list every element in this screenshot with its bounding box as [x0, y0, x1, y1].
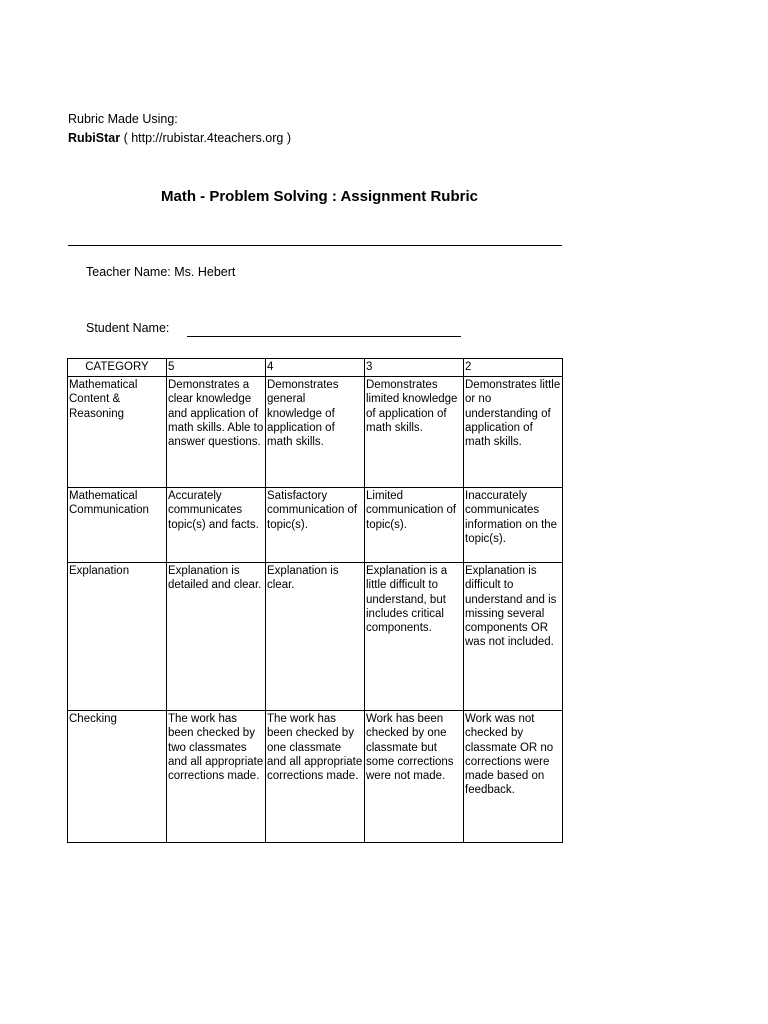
- table-cell: Demonstrates little or no understanding of application of math skills.: [464, 377, 563, 488]
- table-cell: Inaccurately communicates information on the topic(s).: [464, 488, 563, 563]
- column-header-category: CATEGORY: [68, 359, 167, 377]
- teacher-name: Teacher Name: Ms. Hebert: [86, 265, 236, 279]
- table-cell: Explanation is clear.: [266, 563, 365, 711]
- column-header-score-4: 4: [266, 359, 365, 377]
- table-cell: Explanation is a little difficult to understand, but includes critical components.: [365, 563, 464, 711]
- table-cell: Satisfactory communication of topic(s).: [266, 488, 365, 563]
- table-cell: Demonstrates general knowledge of application of math skills.: [266, 377, 365, 488]
- table-cell: Limited communication of topic(s).: [365, 488, 464, 563]
- table-cell: Demonstrates limited knowledge of application of math skills.: [365, 377, 464, 488]
- table-cell: Demonstrates a clear knowledge and application of math skills. Able to answer questions.: [167, 377, 266, 488]
- category-cell: Explanation: [68, 563, 167, 711]
- category-cell: Mathematical Communication: [68, 488, 167, 563]
- table-row: [68, 377, 563, 488]
- column-header-score-2: 2: [464, 359, 563, 377]
- table-cell: Work has been checked by one classmate but some corrections were not made.: [365, 711, 464, 843]
- rubric-header-row: [68, 359, 563, 377]
- student-name-label: Student Name:: [86, 321, 170, 335]
- table-cell: Accurately communicates topic(s) and facts.: [167, 488, 266, 563]
- table-cell: Explanation is detailed and clear.: [167, 563, 266, 711]
- page-title: Math - Problem Solving : Assignment Rubric: [161, 188, 478, 205]
- table-row: [68, 711, 563, 843]
- table-cell: The work has been checked by two classmates and all appropriate corrections made.: [167, 711, 266, 843]
- category-cell: Checking: [68, 711, 167, 843]
- category-cell: Mathematical Content & Reasoning: [68, 377, 167, 488]
- student-name-blank-line: [187, 336, 461, 337]
- rubistar-url: ( http://rubistar.4teachers.org ): [120, 131, 292, 145]
- table-row: [68, 563, 563, 711]
- column-header-score-3: 3: [365, 359, 464, 377]
- table-cell: Explanation is difficult to understand and is missing several components OR was not included.: [464, 563, 563, 711]
- rubistar-brand: RubiStar: [68, 131, 121, 145]
- title-divider: [68, 245, 562, 246]
- table-cell: Work was not checked by classmate OR no corrections were made based on feedback.: [464, 711, 563, 843]
- table-cell: The work has been checked by one classmate and all appropriate corrections made.: [266, 711, 365, 843]
- table-row: [68, 488, 563, 563]
- rubric-made-using-label: Rubric Made Using:: [68, 112, 178, 126]
- rubric-table: [67, 358, 563, 843]
- column-header-score-5: 5: [167, 359, 266, 377]
- rubistar-credit: [68, 131, 291, 145]
